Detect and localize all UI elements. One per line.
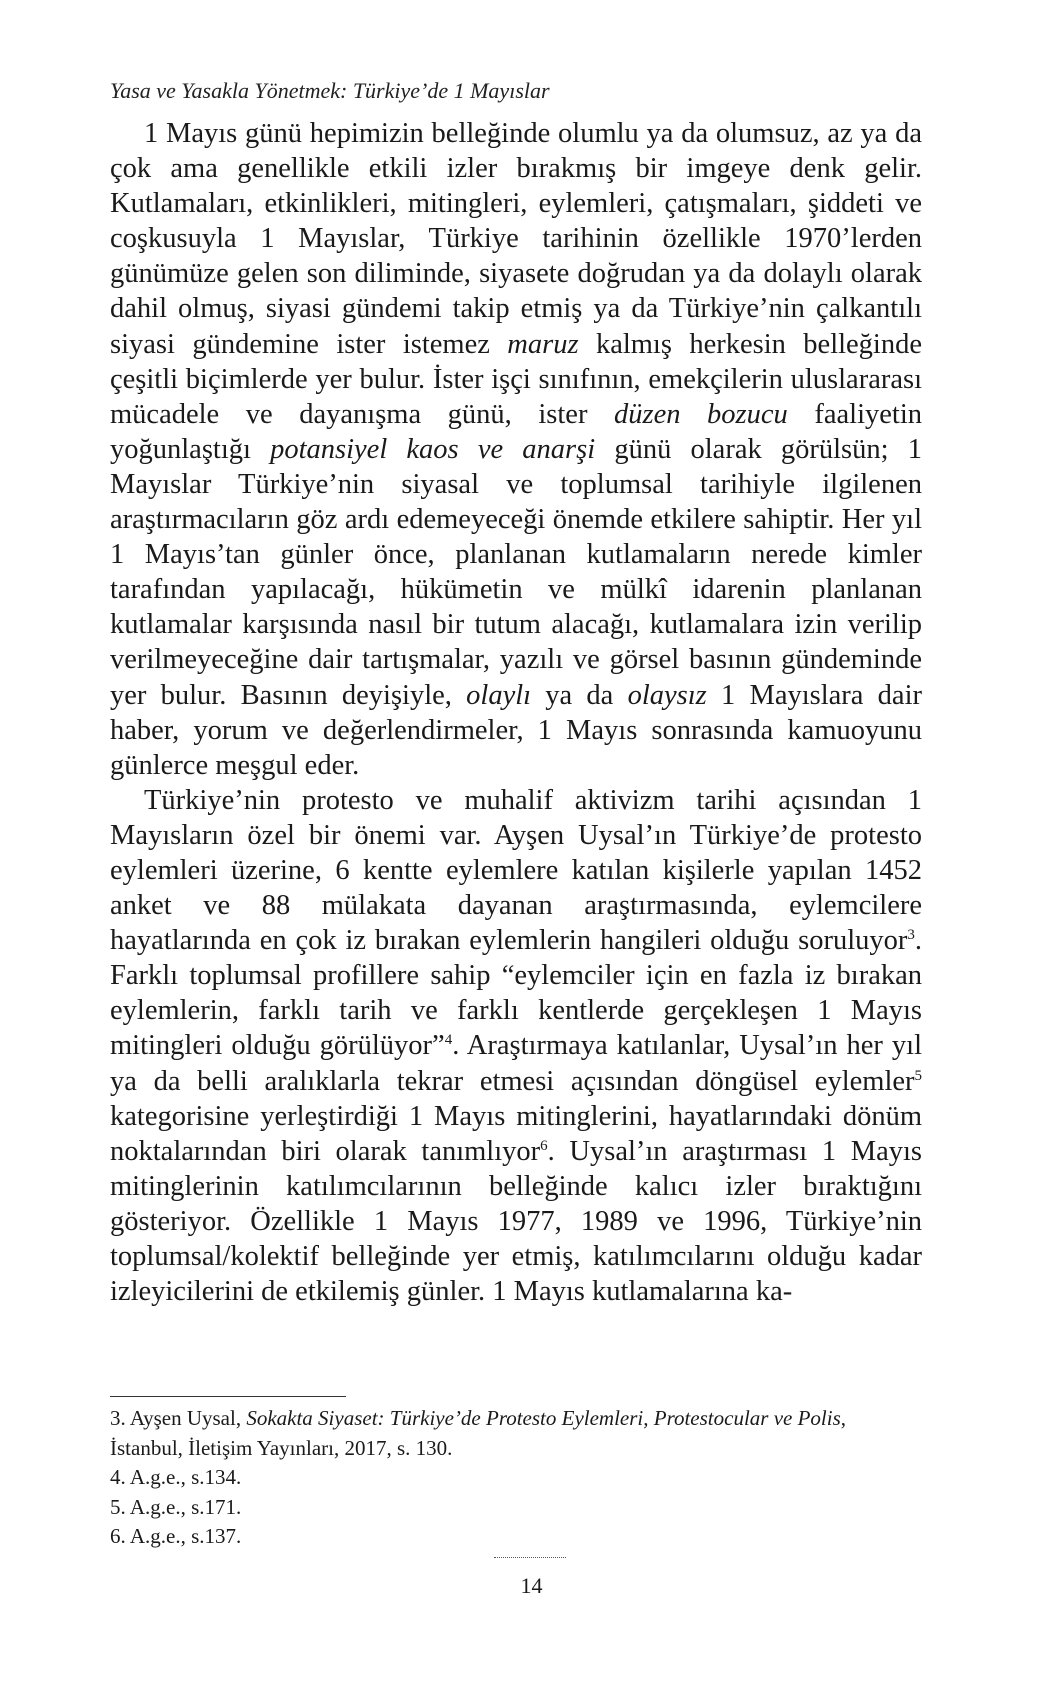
text-run: kalmış herkesin belleğinde çeşitli biçimlerde yer bulur. İster işçi sınıfının, emekçilerin uluslararası mücadele ve dayanışma günü, ister [110, 328, 923, 430]
footnote-ref: 3 [907, 927, 915, 944]
footnote-ref: 5 [914, 1067, 922, 1084]
italic-text: Sokakta Siyaset: Türkiye’de Protesto Eylemleri, Protestocular ve Polis [246, 1406, 841, 1430]
footnote-divider [110, 1396, 346, 1397]
paragraph [110, 783, 922, 1309]
paragraph [110, 116, 922, 783]
footnote [110, 1404, 922, 1463]
italic-text: potansiyel kaos ve anarşi [270, 433, 596, 465]
text-run: faaliyetin yoğunlaştığı [110, 398, 922, 465]
footnotes [110, 1404, 922, 1552]
text-run: 5. A.g.e., s.171. [110, 1494, 242, 1519]
footnote [110, 1522, 922, 1552]
italic-text: düzen bozucu [614, 398, 788, 430]
text-run: 6. A.g.e., s.137. [110, 1524, 242, 1548]
body-text [110, 116, 922, 1309]
italic-text: olaysız [627, 679, 707, 711]
text-run: . Uysal’ın araştırması 1 Mayıs mitinglerinin katılımcılarının belleğinde kalıcı izler bıraktığını gösteriyor. Özellikle 1 Mayıs 1977, 1989 ve 1996, Türkiye’nin toplumsal/kolektif belleğinde yer etmiş, katılımcılarını olduğu kadar izleyicilerini de etkilemiş günler. 1 Mayıs kutlamalarına ka- [110, 1135, 923, 1308]
text-run: günü olarak görülsün; 1 Mayıslar Türkiye’nin siyasal ve toplumsal tarihiyle ilgilenen araştırmacıların göz ardı edemeyeceği önemde etkilere sahiptir. Her yıl 1 Mayıs’tan günler önce, planlanan kutlamaların nerede kimler tarafından yapılacağı, hükümetin ve mülkî idarenin planlanan kutlamalar karşısında nasıl bir tutum alacağı, kutlamalara izin verilip verilmeyeceğine dair tartışmalar, yazılı ve görsel basının gündeminde yer bulur. Basının deyişiyle, [110, 433, 922, 711]
text-run: 1 Mayıslara dair haber, yorum ve değerlendirmeler, 1 Mayıs sonrasında kamuoyunu günlerce meşgul eder. [110, 679, 922, 781]
text-run: , İstanbul, İletişim Yayınları, 2017, s. 130. [110, 1406, 847, 1460]
page-number: 14 [520, 1573, 543, 1598]
text-run: . Araştırmaya katılanlar, Uysal’ın her yıl ya da belli aralıklarla tekrar etmesi açısından döngüsel eylemler [110, 1030, 922, 1097]
footnote-ref: 6 [540, 1137, 548, 1154]
footnote [110, 1493, 922, 1523]
running-head: Yasa ve Yasakla Yönetmek: Türkiye’de 1 Mayıslar [110, 78, 550, 103]
italic-text: maruz [507, 328, 579, 360]
italic-text: olaylı [466, 679, 532, 711]
text-run: 3. Ayşen Uysal, [110, 1406, 247, 1430]
text-run: . Farklı toplumsal profillere sahip “eylemciler için en fazla iz bırakan eylemlerin, farklı tarih ve farklı kentlerde gerçekleşen 1 Mayıs mitingleri olduğu görülüyor” [110, 925, 922, 1062]
text-run: ya da [531, 679, 628, 711]
footnote [110, 1463, 922, 1493]
text-run: Türkiye’nin protesto ve muhalif aktivizm tarihi açısından 1 Mayısların özel bir önemi var. Ayşen Uysal’ın Türkiye’de protesto eylemleri üzerine, 6 kentte eylemlere katılan kişilerle yapılan 1452 anket ve 88 mülakata dayanan araştırmasında, eylemcilere hayatlarında en çok iz bırakan eylemlerin hangileri olduğu soruluyor [110, 784, 922, 957]
text-run: kategorisine yerleştirdiği 1 Mayıs mitinglerini, hayatlarındaki dönüm noktalarından biri olarak tanımlıyor [110, 1100, 922, 1167]
text-run: 1 Mayıs günü hepimizin belleğinde olumlu ya da olumsuz, az ya da çok ama genellikle etkili izler bırakmış bir imgeye denk gelir. Kutlamaları, etkinlikleri, mitingleri, eylemleri, çatışmaları, şiddeti ve coşkusuyla 1 Mayıslar, Türkiye tarihinin özellikle 1970’lerden günümüze gelen son diliminde, siyasete doğrudan ya da dolaylı olarak dahil olmuş, siyasi gündemi takip etmiş ya da Türkiye’nin çalkantılı siyasi gündemine ister istemez [110, 118, 922, 360]
page-number-ornament [494, 1557, 566, 1558]
text-run: 4. A.g.e., s.134. [110, 1465, 242, 1489]
footnote-ref: 4 [444, 1032, 453, 1049]
